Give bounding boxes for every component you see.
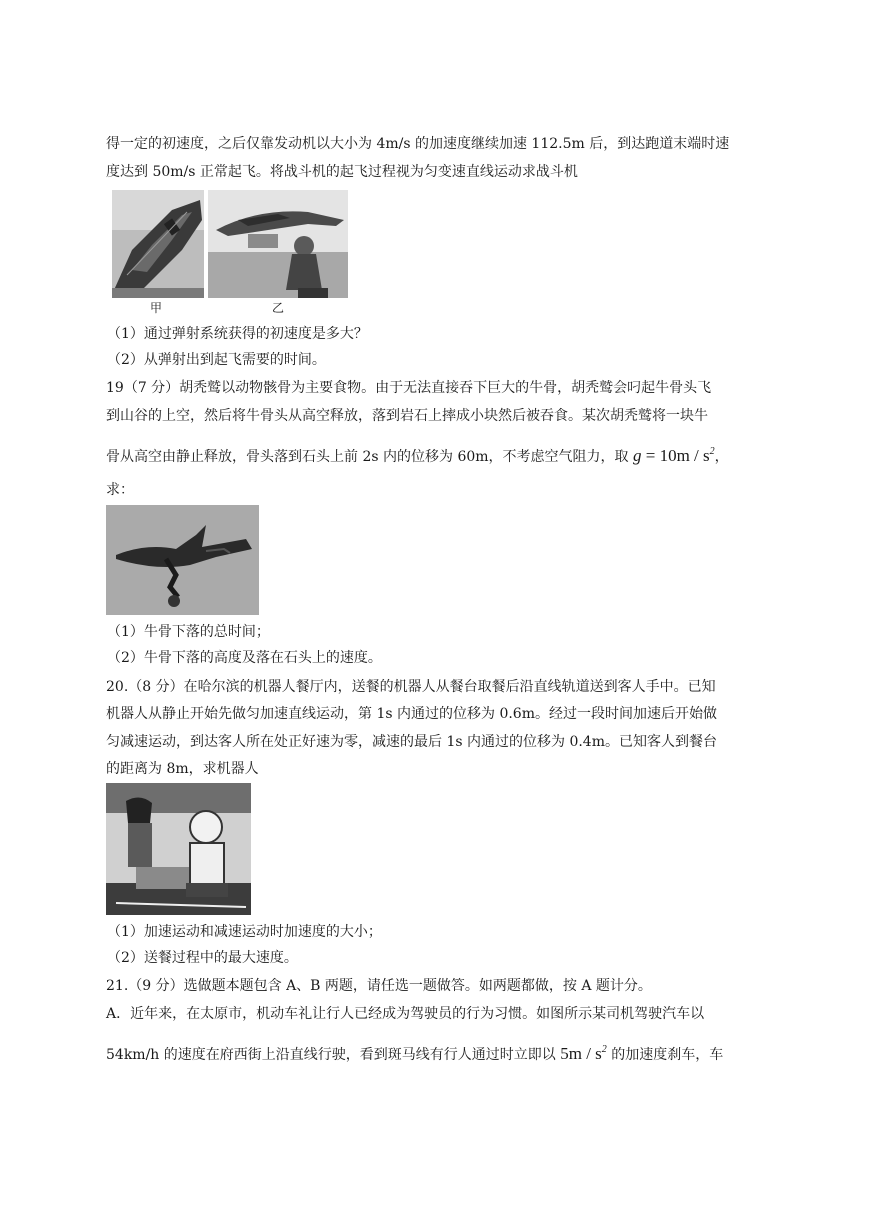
q19-text-line-2: 到山谷的上空，然后将牛骨头从高空释放，落到岩石上摔成小块然后被吞食。某次胡秃鹫将一块牛: [106, 408, 708, 424]
g-value: = 10m / s: [641, 446, 710, 465]
acceleration-exponent: 2: [601, 1044, 607, 1055]
q21-text-line-3-end: 的加速度刹车，车: [606, 1047, 724, 1063]
vulture-image: [106, 505, 259, 615]
q20-text-line-1: 20.（8 分）在哈尔滨的机器人餐厅内，送餐的机器人从餐台取餐后沿直线轨道送到客人手中。已知: [106, 679, 716, 695]
aircraft-carrier-image: [112, 190, 204, 298]
g-symbol: g: [632, 446, 642, 465]
q19-text-line-3: [106, 442, 729, 467]
q18-text-line-2: 度达到 50m/s 正常起飞。将战斗机的起飞过程视为匀变速直线运动求战斗机: [106, 164, 578, 180]
fighter-jet-image: [208, 190, 348, 298]
figure-label-yi: 乙: [272, 301, 285, 315]
q19-text-line-3-start: 骨从高空由静止释放，骨头落到石头上前 2s 内的位移为 60m，不考虑空气阻力，取: [106, 449, 633, 465]
g-exponent: 2: [709, 446, 715, 457]
robot-restaurant-image: [106, 783, 251, 915]
q21-text-line-3-start: 54km/h 的速度在府西街上沿直线行驶，看到斑马线有行人通过时立即以: [106, 1047, 561, 1063]
q18-sub-question-2: （2）从弹射出到起飞需要的时间。: [107, 352, 326, 368]
q19-text-line-4: 求：: [106, 482, 134, 498]
acceleration-value: 5m / s: [560, 1044, 602, 1063]
q19-text-line-1: 19（7 分）胡秃鹫以动物骸骨为主要食物。由于无法直接吞下巨大的牛骨，胡秃鹫会叼起牛骨头飞: [106, 380, 712, 396]
q21-text-line-3: [106, 1040, 723, 1065]
q20-text-line-4: 的距离为 8m，求机器人: [106, 761, 259, 777]
q19-sub-question-1: （1）牛骨下落的总时间；: [107, 624, 270, 640]
q18-text-line-1: 得一定的初速度，之后仅靠发动机以大小为 4m/s 的加速度继续加速 112.5m 后，到达跑道末端时速: [106, 136, 730, 152]
gravity-formula: [633, 446, 715, 465]
figure-label-jia: 甲: [150, 301, 163, 315]
q20-text-line-3: 匀减速运动，到达客人所在处正好速为零，减速的最后 1s 内通过的位移为 0.4m。已知客人到餐台: [106, 734, 717, 750]
q21-text-line-2: A．近年来，在太原市，机动车礼让行人已经成为驾驶员的行为习惯。如图所示某司机驾驶汽车以: [106, 1006, 705, 1022]
q20-text-line-2: 机器人从静止开始先做匀加速直线运动，第 1s 内通过的位移为 0.6m。经过一段时间加速后开始做: [106, 706, 717, 722]
q20-sub-question-2: （2）送餐过程中的最大速度。: [107, 950, 298, 966]
q18-sub-question-1: （1）通过弹射系统获得的初速度是多大？: [107, 326, 368, 342]
q19-text-line-3-end: ，: [714, 449, 729, 465]
acceleration-formula: [560, 1044, 607, 1063]
q19-sub-question-2: （2）牛骨下落的高度及落在石头上的速度。: [107, 650, 382, 666]
q21-text-line-1: 21.（9 分）选做题本题包含 A、B 两题，请任选一题做答。如两题都做，按 A 题计分。: [106, 978, 652, 994]
q20-sub-question-1: （1）加速运动和减速运动时加速度的大小；: [107, 924, 382, 940]
